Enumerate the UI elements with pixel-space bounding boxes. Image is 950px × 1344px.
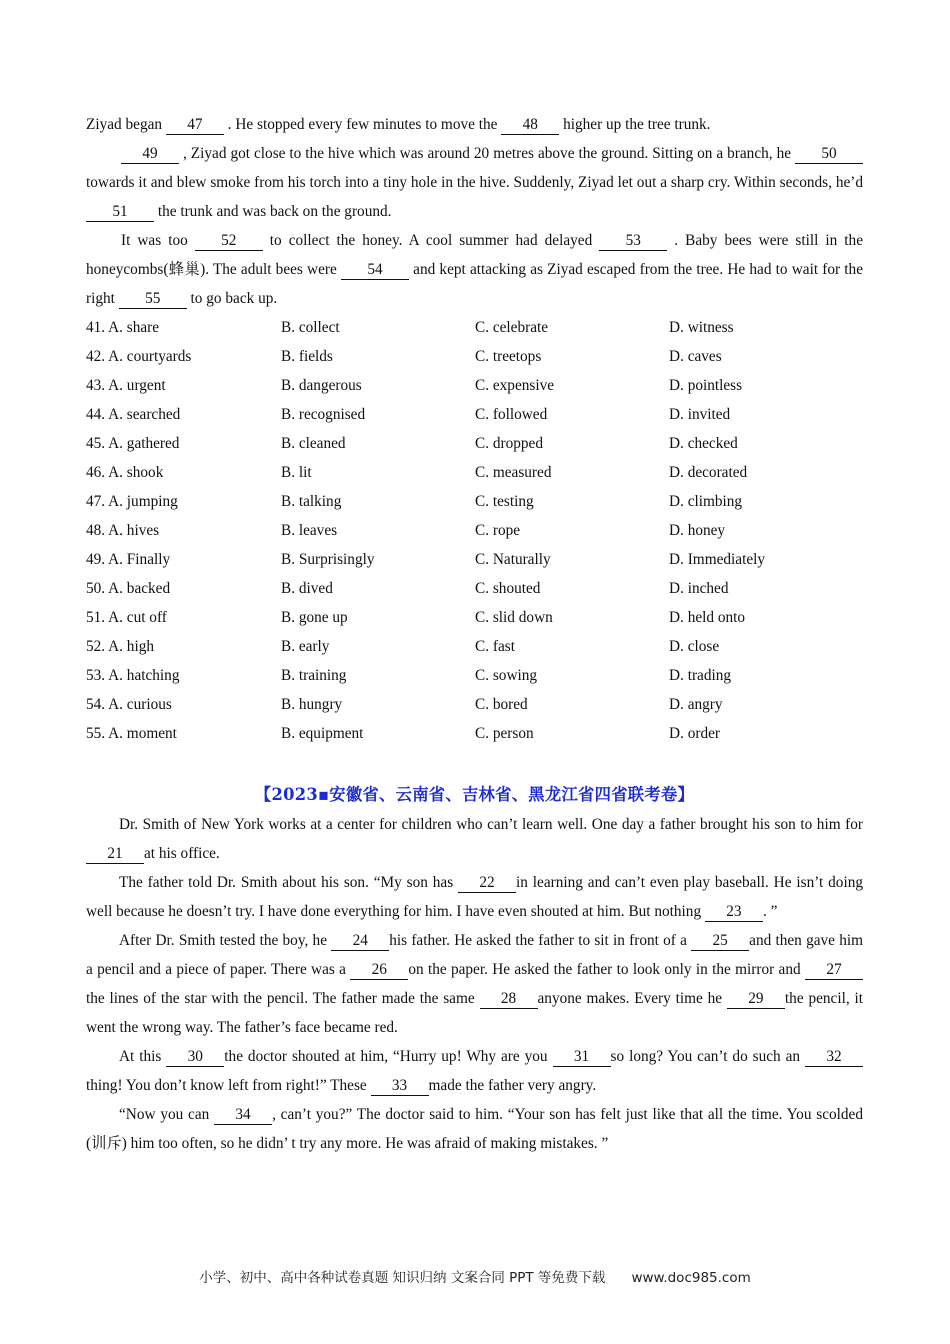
text: , Ziyad got close to the hive which was around 20 metres above the ground. Sitting on a branch, he <box>179 145 795 162</box>
option-d: D. Immediately <box>669 551 766 568</box>
text: and then gave him a pencil and a piece of paper. There was a <box>86 932 863 978</box>
text: thing! You don’t know left from right!” These <box>86 1077 371 1094</box>
blank-26: 26 <box>350 961 408 980</box>
option-c: C. measured <box>475 464 552 481</box>
option-c: C. rope <box>475 522 521 539</box>
option-b: B. leaves <box>281 522 338 539</box>
option-b: B. lit <box>281 464 312 481</box>
text: so long? You can’t do such an <box>610 1048 806 1065</box>
blank-34: 34 <box>214 1106 272 1125</box>
option-d: D. close <box>669 638 720 655</box>
blank-23: 23 <box>705 903 763 922</box>
blank-47: 47 <box>166 116 224 135</box>
blank-24: 24 <box>331 932 389 951</box>
section-title: 【2023▪安徽省、云南省、吉林省、黑龙江省四省联考卷】 <box>254 785 695 804</box>
option-a: 47. A. jumping <box>86 493 178 510</box>
option-row <box>86 429 863 458</box>
text: . He stopped every few minutes to move the <box>223 116 502 133</box>
option-d: D. pointless <box>669 377 743 394</box>
text: “Now you can <box>119 1106 215 1123</box>
option-b: B. collect <box>281 319 340 336</box>
option-d: D. trading <box>669 667 732 684</box>
option-b: B. Surprisingly <box>281 551 375 568</box>
option-a: 43. A. urgent <box>86 377 166 394</box>
option-d: D. inched <box>669 580 729 597</box>
option-b: B. dived <box>281 580 333 597</box>
option-row <box>86 371 863 400</box>
option-b: B. recognised <box>281 406 366 423</box>
blank-28: 28 <box>480 990 538 1009</box>
option-a: 49. A. Finally <box>86 551 171 568</box>
blank-22: 22 <box>458 874 516 893</box>
passage2-paragraph-2 <box>86 868 863 926</box>
option-c: C. testing <box>475 493 534 510</box>
option-d: D. witness <box>669 319 734 336</box>
option-a: 52. A. high <box>86 638 154 655</box>
text: Dr. Smith of New York works at a center for children who can’t learn well. One day a father brought his son to him for <box>119 816 863 833</box>
option-c: C. person <box>475 725 534 742</box>
text: At this <box>119 1048 167 1065</box>
blank-53: 53 <box>599 232 667 251</box>
blank-50: 50 <box>795 145 863 164</box>
text: towards it and blew smoke from his torch into a tiny hole in the hive. Suddenly, Ziyad let out a sharp cry. Within seconds, he’d <box>86 174 863 191</box>
option-d: D. decorated <box>669 464 748 481</box>
option-a: 51. A. cut off <box>86 609 167 626</box>
option-row <box>86 516 863 545</box>
option-a: 54. A. curious <box>86 696 172 713</box>
text: to go back up. <box>186 290 278 307</box>
blank-48: 48 <box>501 116 559 135</box>
blank-31: 31 <box>553 1048 611 1067</box>
option-c: C. treetops <box>475 348 542 365</box>
option-row <box>86 313 863 342</box>
blank-49: 49 <box>121 145 179 164</box>
option-c: C. slid down <box>475 609 553 626</box>
option-row <box>86 603 863 632</box>
passage1-paragraph-2 <box>86 139 863 226</box>
footer-url-link[interactable]: www.doc985.com <box>631 1270 751 1286</box>
option-d: D. climbing <box>669 493 743 510</box>
option-c: C. fast <box>475 638 515 655</box>
option-d: D. checked <box>669 435 738 452</box>
option-a: 55. A. moment <box>86 725 177 742</box>
text: anyone makes. Every time he <box>537 990 727 1007</box>
option-b: B. dangerous <box>281 377 362 394</box>
option-c: C. bored <box>475 696 528 713</box>
text: . Baby bees were still in the honeycombs(蜂巢). The adult bees were <box>86 232 863 278</box>
text: It was too <box>121 232 195 249</box>
text: made the father very angry. <box>428 1077 597 1094</box>
page-footer <box>0 1266 950 1286</box>
footer-text: 小学、初中、高中各种试卷真题 知识归纳 文案合同 PPT 等免费下载 <box>199 1270 606 1286</box>
option-d: D. angry <box>669 696 723 713</box>
option-c: C. Naturally <box>475 551 551 568</box>
text: his father. He asked the father to sit in front of a <box>389 932 692 949</box>
blank-54: 54 <box>341 261 409 280</box>
option-b: B. training <box>281 667 347 684</box>
option-a: 53. A. hatching <box>86 667 180 684</box>
text: Ziyad began <box>86 116 166 133</box>
option-d: D. honey <box>669 522 726 539</box>
option-c: C. followed <box>475 406 548 423</box>
option-a: 45. A. gathered <box>86 435 180 452</box>
blank-21: 21 <box>86 845 144 864</box>
text: the lines of the star with the pencil. The father made the same <box>86 990 480 1007</box>
option-row <box>86 400 863 429</box>
passage1-paragraph-1 <box>86 110 863 139</box>
option-b: B. fields <box>281 348 333 365</box>
option-b: B. cleaned <box>281 435 346 452</box>
option-row <box>86 545 863 574</box>
blank-29: 29 <box>727 990 785 1009</box>
option-a: 42. A. courtyards <box>86 348 192 365</box>
option-d: D. held onto <box>669 609 746 626</box>
option-a: 48. A. hives <box>86 522 160 539</box>
text: The father told Dr. Smith about his son. “My son has <box>119 874 459 891</box>
option-d: D. caves <box>669 348 722 365</box>
blank-30: 30 <box>166 1048 224 1067</box>
text: on the paper. He asked the father to look only in the mirror and <box>408 961 805 978</box>
blank-51: 51 <box>86 203 154 222</box>
text: at his office. <box>144 845 220 862</box>
blank-32: 32 <box>805 1048 863 1067</box>
option-b: B. equipment <box>281 725 364 742</box>
option-c: C. expensive <box>475 377 555 394</box>
text: , can’t you?” The doctor said to him. “Your son has felt just like that all the time. You scolded (训斥) him too often, so he didn’ t try any more. He was afraid of making mistakes. ” <box>86 1106 863 1152</box>
option-a: 41. A. share <box>86 319 160 336</box>
option-c: C. dropped <box>475 435 543 452</box>
passage2-paragraph-1 <box>86 810 863 868</box>
option-row <box>86 487 863 516</box>
text: the pencil, it went the wrong way. The father’s face became red. <box>86 990 863 1036</box>
passage2-paragraph-3 <box>86 926 863 1042</box>
blank-33: 33 <box>371 1077 429 1096</box>
exam-page <box>86 110 863 1158</box>
text: to collect the honey. A cool summer had delayed <box>262 232 600 249</box>
text: higher up the tree trunk. <box>559 116 711 133</box>
blank-52: 52 <box>195 232 263 251</box>
option-row <box>86 690 863 719</box>
text: the trunk and was back on the ground. <box>154 203 392 220</box>
blank-25: 25 <box>691 932 749 951</box>
option-b: B. early <box>281 638 330 655</box>
text: After Dr. Smith tested the boy, he <box>119 932 332 949</box>
option-b: B. gone up <box>281 609 348 626</box>
option-a: 50. A. backed <box>86 580 171 597</box>
option-row <box>86 574 863 603</box>
option-row <box>86 342 863 371</box>
option-row <box>86 719 863 748</box>
option-c: C. celebrate <box>475 319 549 336</box>
text: and kept attacking as Ziyad escaped from the tree. He had to wait for the right <box>86 261 863 307</box>
passage1-paragraph-3 <box>86 226 863 313</box>
options-list <box>86 313 863 748</box>
passage2-paragraph-4 <box>86 1042 863 1100</box>
option-d: D. order <box>669 725 720 742</box>
option-c: C. shouted <box>475 580 541 597</box>
option-b: B. hungry <box>281 696 343 713</box>
option-row <box>86 661 863 690</box>
blank-27: 27 <box>805 961 863 980</box>
passage2-paragraph-5 <box>86 1100 863 1158</box>
option-c: C. sowing <box>475 667 538 684</box>
option-d: D. invited <box>669 406 731 423</box>
text: the doctor shouted at him, “Hurry up! Why are you <box>224 1048 553 1065</box>
text: . ” <box>762 903 778 920</box>
option-a: 44. A. searched <box>86 406 181 423</box>
text: in learning and can’t even play baseball. He isn’t doing well because he doesn’t try. I have done everything for him. I have even shouted at him. But nothing <box>86 874 863 920</box>
option-a: 46. A. shook <box>86 464 164 481</box>
blank-55: 55 <box>119 290 187 309</box>
option-row <box>86 632 863 661</box>
option-row <box>86 458 863 487</box>
option-b: B. talking <box>281 493 342 510</box>
